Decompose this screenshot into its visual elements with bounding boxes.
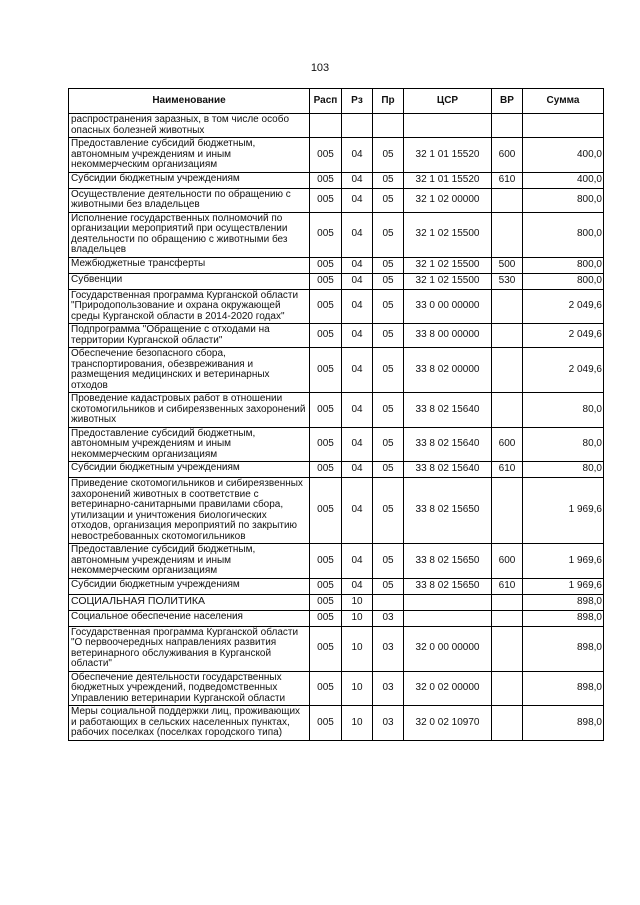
cell-rasp: 005 [310,462,342,478]
cell-name: Подпрограмма "Обращение с отходами на территории Курганской области" [69,324,310,348]
cell-vr [492,706,523,741]
cell-sum [523,114,604,138]
cell-vr [492,188,523,212]
cell-csr: 32 0 02 10970 [404,706,492,741]
cell-pr: 05 [373,578,404,594]
cell-vr: 530 [492,273,523,289]
cell-rz: 10 [342,706,373,741]
column-header-csr: ЦСР [404,89,492,114]
table-row [69,348,604,393]
table-row [69,626,604,671]
table-header [69,89,604,114]
cell-rasp: 005 [310,671,342,706]
cell-sum: 800,0 [523,273,604,289]
cell-pr [373,114,404,138]
cell-name: Государственная программа Курганской области "Природопользование и охрана окружающей среды Курганской области в 2014-2020 годах" [69,289,310,324]
cell-name: Проведение кадастровых работ в отношении скотомогильников и сибиреязвенных захоронений животных [69,393,310,428]
column-header-vr: ВР [492,89,523,114]
cell-name: Осуществление деятельности по обращению с животными без владельцев [69,188,310,212]
cell-name: Исполнение государственных полномочий по организации мероприятий при осуществлении деятельности по обращению с животными без владельцев [69,212,310,257]
table-row [69,188,604,212]
cell-name: Межбюджетные трансферты [69,257,310,273]
cell-vr: 600 [492,544,523,579]
cell-pr: 05 [373,462,404,478]
cell-sum: 1 969,6 [523,478,604,544]
cell-name: Обеспечение безопасного сбора, транспортирования, обезвреживания и размещения медицинских и ветеринарных отходов [69,348,310,393]
cell-csr: 32 1 02 15500 [404,257,492,273]
cell-name: Социальное обеспечение населения [69,610,310,626]
cell-csr: 33 8 02 15650 [404,544,492,579]
cell-rasp: 005 [310,578,342,594]
cell-rasp [310,114,342,138]
table-row [69,324,604,348]
cell-vr [492,324,523,348]
cell-sum: 80,0 [523,427,604,462]
cell-rasp: 005 [310,706,342,741]
cell-pr: 03 [373,610,404,626]
cell-csr: 32 1 01 15520 [404,138,492,173]
cell-vr [492,212,523,257]
cell-csr: 32 1 02 00000 [404,188,492,212]
cell-vr [492,289,523,324]
cell-sum: 898,0 [523,626,604,671]
cell-pr: 05 [373,257,404,273]
table-row [69,393,604,428]
cell-rz: 04 [342,138,373,173]
cell-csr: 33 8 02 15640 [404,427,492,462]
table-row [69,427,604,462]
cell-rz: 04 [342,188,373,212]
table-row [69,172,604,188]
cell-pr: 05 [373,393,404,428]
cell-name: распространения заразных, в том числе особо опасных болезней животных [69,114,310,138]
cell-rz: 04 [342,578,373,594]
cell-rasp: 005 [310,427,342,462]
cell-sum: 800,0 [523,257,604,273]
cell-pr: 05 [373,427,404,462]
cell-name: Государственная программа Курганской области "О первоочередных направлениях развития ветеринарного обслуживания в Курганской области" [69,626,310,671]
column-header-rz: Рз [342,89,373,114]
cell-csr [404,114,492,138]
cell-rasp: 005 [310,393,342,428]
cell-vr [492,671,523,706]
cell-sum: 800,0 [523,212,604,257]
cell-sum: 2 049,6 [523,324,604,348]
cell-rz: 04 [342,324,373,348]
cell-sum: 80,0 [523,393,604,428]
cell-rasp: 005 [310,324,342,348]
cell-rz: 04 [342,462,373,478]
cell-sum: 2 049,6 [523,289,604,324]
cell-vr: 610 [492,172,523,188]
table-row [69,289,604,324]
cell-pr: 03 [373,671,404,706]
cell-pr: 05 [373,348,404,393]
cell-rz: 04 [342,544,373,579]
table-row [69,671,604,706]
cell-name: СОЦИАЛЬНАЯ ПОЛИТИКА [69,594,310,610]
cell-csr: 33 8 02 15640 [404,393,492,428]
cell-sum: 1 969,6 [523,544,604,579]
cell-sum: 400,0 [523,172,604,188]
cell-rz: 04 [342,273,373,289]
cell-rasp: 005 [310,257,342,273]
cell-csr [404,610,492,626]
cell-csr: 32 1 01 15520 [404,172,492,188]
cell-rasp: 005 [310,610,342,626]
cell-name: Приведение скотомогильников и сибиреязвенных захоронений животных в соответствие с ветеринарно-санитарными правилами сбора, утилизации и уничтожения биологических отходов, организация мероприятий по закрытию невостребованных скотомогильников [69,478,310,544]
cell-vr [492,114,523,138]
table-row [69,594,604,610]
cell-name: Предоставление субсидий бюджетным, автономным учреждениям и иным некоммерческим организациям [69,544,310,579]
table-row [69,257,604,273]
cell-vr: 610 [492,462,523,478]
table-row [69,578,604,594]
page-number: 103 [310,62,330,74]
table-body [69,114,604,741]
cell-sum: 1 969,6 [523,578,604,594]
cell-pr: 03 [373,706,404,741]
cell-rz: 04 [342,212,373,257]
table-row [69,478,604,544]
cell-rasp: 005 [310,188,342,212]
cell-csr: 32 0 00 00000 [404,626,492,671]
cell-pr: 05 [373,544,404,579]
cell-rz: 04 [342,289,373,324]
cell-rz: 10 [342,610,373,626]
column-header-rasp: Расп [310,89,342,114]
cell-vr: 500 [492,257,523,273]
cell-sum: 2 049,6 [523,348,604,393]
cell-rz: 04 [342,478,373,544]
cell-rasp: 005 [310,172,342,188]
cell-rasp: 005 [310,348,342,393]
cell-name: Предоставление субсидий бюджетным, автономным учреждениям и иным некоммерческим организациям [69,138,310,173]
cell-pr: 05 [373,478,404,544]
cell-pr: 05 [373,212,404,257]
cell-name: Субсидии бюджетным учреждениям [69,172,310,188]
cell-csr: 32 0 02 00000 [404,671,492,706]
cell-rz: 10 [342,671,373,706]
table-row [69,610,604,626]
column-header-sum: Сумма [523,89,604,114]
cell-rz: 04 [342,427,373,462]
cell-rz [342,114,373,138]
cell-rz: 04 [342,393,373,428]
table-row [69,212,604,257]
cell-rz: 10 [342,626,373,671]
cell-rz: 10 [342,594,373,610]
cell-vr [492,626,523,671]
cell-csr: 32 1 02 15500 [404,212,492,257]
cell-sum: 400,0 [523,138,604,173]
cell-csr: 33 8 02 15640 [404,462,492,478]
table-row [69,706,604,741]
cell-rasp: 005 [310,626,342,671]
cell-pr: 05 [373,324,404,348]
cell-vr [492,393,523,428]
table-row [69,114,604,138]
cell-rz: 04 [342,172,373,188]
cell-csr: 33 8 02 15650 [404,478,492,544]
cell-name: Субсидии бюджетным учреждениям [69,462,310,478]
cell-rasp: 005 [310,289,342,324]
cell-vr [492,478,523,544]
cell-vr [492,348,523,393]
column-header-name: Наименование [69,89,310,114]
cell-name: Субсидии бюджетным учреждениям [69,578,310,594]
budget-table [68,88,604,741]
cell-name: Обеспечение деятельности государственных бюджетных учреждений, подведомственных Управлению ветеринарии Курганской области [69,671,310,706]
cell-vr: 610 [492,578,523,594]
table-row [69,138,604,173]
cell-pr: 05 [373,138,404,173]
cell-csr: 33 0 00 00000 [404,289,492,324]
cell-vr: 600 [492,138,523,173]
cell-rasp: 005 [310,273,342,289]
column-header-pr: Пр [373,89,404,114]
cell-rasp: 005 [310,594,342,610]
cell-rz: 04 [342,348,373,393]
cell-pr: 05 [373,188,404,212]
cell-csr: 32 1 02 15500 [404,273,492,289]
cell-csr: 33 8 02 00000 [404,348,492,393]
cell-sum: 898,0 [523,610,604,626]
cell-rz: 04 [342,257,373,273]
table-row [69,462,604,478]
cell-sum: 898,0 [523,671,604,706]
cell-rasp: 005 [310,138,342,173]
cell-vr: 600 [492,427,523,462]
cell-sum: 800,0 [523,188,604,212]
cell-vr [492,610,523,626]
cell-name: Предоставление субсидий бюджетным, автономным учреждениям и иным некоммерческим организациям [69,427,310,462]
cell-csr: 33 8 02 15650 [404,578,492,594]
cell-rasp: 005 [310,212,342,257]
cell-name: Меры социальной поддержки лиц, проживающих и работающих в сельских населенных пунктах, рабочих поселках (поселках городского типа) [69,706,310,741]
cell-rasp: 005 [310,544,342,579]
cell-pr: 05 [373,289,404,324]
cell-sum: 898,0 [523,706,604,741]
table-row [69,273,604,289]
table-row [69,544,604,579]
cell-sum: 80,0 [523,462,604,478]
cell-rasp: 005 [310,478,342,544]
cell-vr [492,594,523,610]
cell-pr [373,594,404,610]
cell-csr [404,594,492,610]
cell-csr: 33 8 00 00000 [404,324,492,348]
cell-sum: 898,0 [523,594,604,610]
cell-pr: 03 [373,626,404,671]
cell-pr: 05 [373,172,404,188]
cell-pr: 05 [373,273,404,289]
cell-name: Субвенции [69,273,310,289]
